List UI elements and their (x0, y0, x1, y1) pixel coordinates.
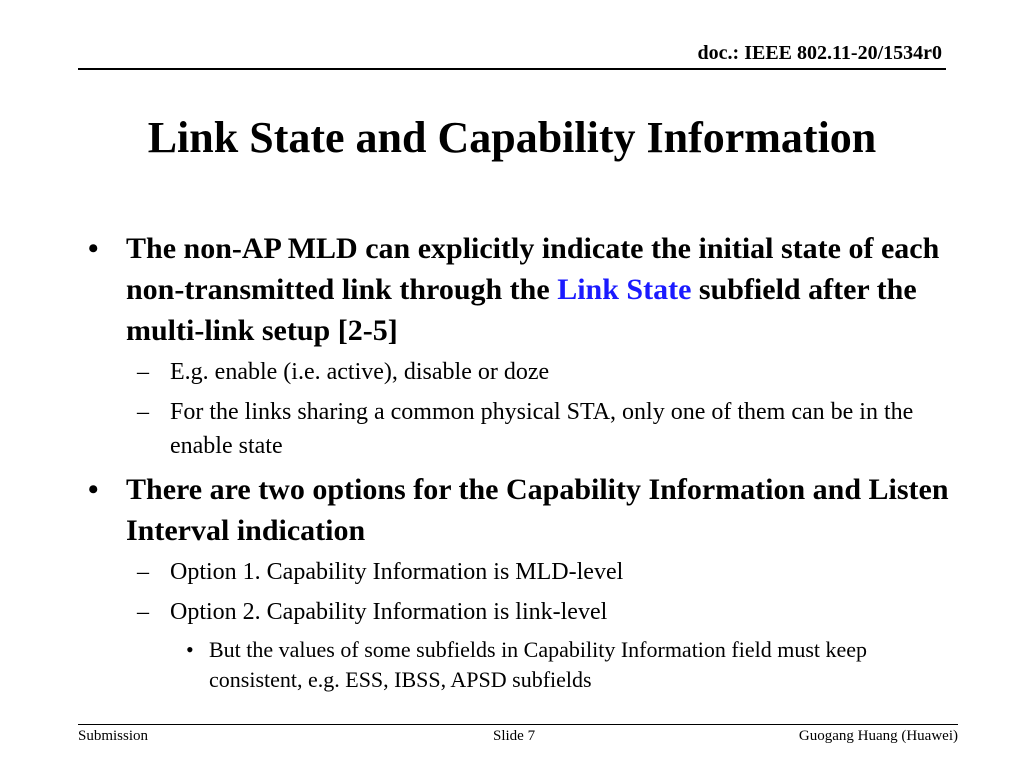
sub-bullet-enable-states (80, 355, 954, 389)
sub-bullet-text: For the links sharing a common physical STA, only one of them can be in the enable state (170, 399, 914, 459)
dash-mark: – (137, 399, 149, 425)
dash-mark: – (137, 359, 149, 385)
footer-author: Guogang Huang (Huawei) (798, 728, 958, 744)
link-state-highlight: Link State (557, 273, 692, 306)
bullet-text: subfield after the multi-link setup [2-5] (126, 273, 917, 347)
bullet-text: The non-AP MLD can explicitly indicate the initial state of each non-transmitted link through the (126, 232, 940, 306)
footer-submission: Submission (78, 728, 149, 744)
slide-body (80, 228, 954, 697)
dash-mark: – (137, 559, 149, 585)
sub-sub-bullet-consistency (80, 635, 954, 695)
bullet-text: There are two options for the Capability Information and Listen Interval indication (126, 473, 949, 547)
sub-bullet-option-1 (80, 555, 954, 589)
sub-bullet-text: Option 2. Capability Information is link-level (170, 599, 608, 625)
footer-divider (78, 724, 958, 725)
sub-bullet-common-sta (80, 395, 954, 463)
bullet-mark: • (88, 473, 99, 506)
slide-title: Link State and Capability Information (147, 113, 877, 162)
bullet-capability-options (80, 469, 954, 551)
small-bullet-mark: • (186, 637, 194, 662)
sub-sub-bullet-text: But the values of some subfields in Capability Information field must keep consistent, e.g. ESS, IBSS, APSD subfields (209, 637, 868, 692)
header-divider (78, 68, 946, 70)
bullet-mark: • (88, 232, 99, 265)
document-id: doc.: IEEE 802.11-20/1534r0 (697, 42, 942, 64)
dash-mark: – (137, 599, 149, 625)
footer-slide-number: Slide 7 (493, 728, 536, 744)
sub-bullet-text: E.g. enable (i.e. active), disable or doze (170, 359, 550, 385)
sub-bullet-option-2 (80, 595, 954, 629)
sub-bullet-text: Option 1. Capability Information is MLD-level (170, 559, 624, 585)
bullet-link-state (80, 228, 954, 351)
